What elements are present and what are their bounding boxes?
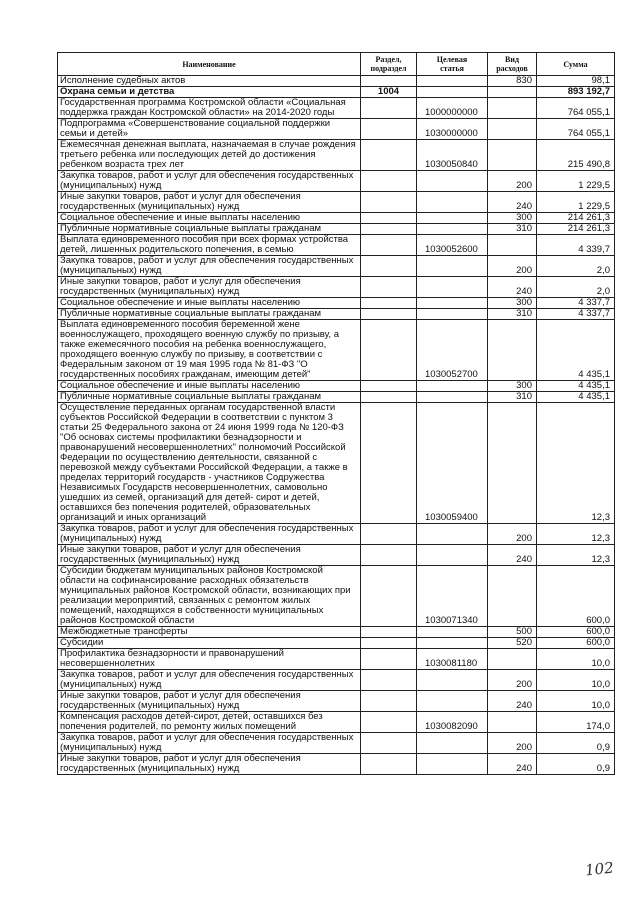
table-row [58, 754, 615, 775]
cell-name: Выплата единовременного пособия беременной жене военнослужащего, проходящего военную службу по призыву, а также ежемесячного пособия на ребенка военнослужащего, проходящего военную службу по призыву, в соответствии с Федеральным законом от 19 мая 1995 года № 81-ФЗ "О государственных пособиях гражданам, имеющим детей" [58, 320, 361, 381]
cell-section [361, 524, 417, 545]
cell-amount: 214 261,3 [537, 224, 615, 235]
cell-amount: 12,3 [537, 545, 615, 566]
cell-section [361, 638, 417, 649]
cell-name: Ежемесячная денежная выплата, назначаемая в случае рождения третьего ребенка или последующих детей до достижения ребенком возраста трех лет [58, 140, 361, 171]
cell-name: Субсидии [58, 638, 361, 649]
cell-target [417, 524, 488, 545]
cell-expense: 300 [488, 298, 537, 309]
cell-amount: 2,0 [537, 277, 615, 298]
cell-section [361, 140, 417, 171]
cell-target [417, 192, 488, 213]
cell-target: 1000000000 [417, 98, 488, 119]
cell-expense: 200 [488, 670, 537, 691]
cell-amount: 4 337,7 [537, 309, 615, 320]
header-name: Наименование [58, 53, 361, 76]
cell-target: 1030050840 [417, 140, 488, 171]
table-row [58, 213, 615, 224]
table-row [58, 309, 615, 320]
cell-section [361, 76, 417, 87]
cell-amount: 0,9 [537, 754, 615, 775]
cell-amount: 600,0 [537, 627, 615, 638]
cell-name: Иные закупки товаров, работ и услуг для обеспечения государственных (муниципальных) нужд [58, 691, 361, 712]
table-row [58, 256, 615, 277]
cell-expense: 240 [488, 545, 537, 566]
table-row [58, 545, 615, 566]
cell-amount: 1 229,5 [537, 192, 615, 213]
header-section: Раздел, подраздел [361, 53, 417, 76]
cell-target [417, 670, 488, 691]
cell-target [417, 224, 488, 235]
table-row [58, 403, 615, 524]
table-row [58, 320, 615, 381]
table-body [58, 76, 615, 775]
cell-section [361, 403, 417, 524]
table-row [58, 119, 615, 140]
cell-amount: 1 229,5 [537, 171, 615, 192]
cell-target [417, 754, 488, 775]
table-row [58, 76, 615, 87]
cell-section: 1004 [361, 87, 417, 98]
cell-section [361, 235, 417, 256]
cell-expense [488, 235, 537, 256]
cell-name: Иные закупки товаров, работ и услуг для обеспечения государственных (муниципальных) нужд [58, 545, 361, 566]
cell-expense: 240 [488, 192, 537, 213]
cell-name: Субсидии бюджетам муниципальных районов Костромской области на софинансирование расходных обязательств муниципальных районов Костромской области, возникающих при реализации мероприятий, связанных с ремонтом жилых помещений, находящихся в собственности муниципальных районов Костромской области [58, 566, 361, 627]
cell-expense: 310 [488, 392, 537, 403]
cell-amount: 4 435,1 [537, 392, 615, 403]
page-number: 102 [584, 858, 615, 880]
cell-expense [488, 87, 537, 98]
cell-section [361, 277, 417, 298]
cell-name: Подпрограмма «Совершенствование социальной поддержки семьи и детей» [58, 119, 361, 140]
table-row [58, 638, 615, 649]
cell-section [361, 670, 417, 691]
cell-expense [488, 403, 537, 524]
cell-name: Публичные нормативные социальные выплаты гражданам [58, 224, 361, 235]
cell-expense: 200 [488, 524, 537, 545]
cell-name: Профилактика безнадзорности и правонарушений несовершеннолетних [58, 649, 361, 670]
cell-amount: 12,3 [537, 403, 615, 524]
cell-amount: 2,0 [537, 256, 615, 277]
cell-name: Осуществление переданных органам государственной власти субъектов Российской Федерации в соответствии с пунктом 3 статьи 25 Федерального закона от 24 июня 1999 года № 120-ФЗ "Об основах системы профилактики безнадзорности и правонарушений несовершеннолетних" полномочий Российской Федерации по осуществлению деятельности, связанной с перевозкой между субъектами Российской Федерации, а также в пределах территорий государств - участников Содружества Независимых Государств несовершеннолетних, самовольно ушедших из семей, организаций для детей- сирот и детей, оставшихся без попечения родителей, образовательных организаций и иных организаций [58, 403, 361, 524]
cell-expense: 200 [488, 256, 537, 277]
cell-expense: 310 [488, 309, 537, 320]
cell-amount: 764 055,1 [537, 98, 615, 119]
cell-expense [488, 98, 537, 119]
cell-name: Межбюджетные трансферты [58, 627, 361, 638]
cell-amount: 4 435,1 [537, 381, 615, 392]
cell-target [417, 309, 488, 320]
cell-name: Закупка товаров, работ и услуг для обеспечения государственных (муниципальных) нужд [58, 171, 361, 192]
cell-name: Выплата единовременного пособия при всех формах устройства детей, лишенных родительского попечения, в семью [58, 235, 361, 256]
cell-name: Иные закупки товаров, работ и услуг для обеспечения государственных (муниципальных) нужд [58, 277, 361, 298]
cell-section [361, 171, 417, 192]
cell-target: 1030071340 [417, 566, 488, 627]
table-row [58, 691, 615, 712]
cell-section [361, 98, 417, 119]
cell-expense [488, 140, 537, 171]
cell-section [361, 545, 417, 566]
cell-section [361, 754, 417, 775]
cell-amount: 174,0 [537, 712, 615, 733]
table-row [58, 627, 615, 638]
table-row [58, 192, 615, 213]
cell-target [417, 171, 488, 192]
cell-section [361, 733, 417, 754]
table-row [58, 649, 615, 670]
cell-name: Публичные нормативные социальные выплаты гражданам [58, 392, 361, 403]
cell-expense: 200 [488, 733, 537, 754]
table-row [58, 87, 615, 98]
cell-expense: 500 [488, 627, 537, 638]
cell-name: Закупка товаров, работ и услуг для обеспечения государственных (муниципальных) нужд [58, 733, 361, 754]
table-row [58, 670, 615, 691]
cell-section [361, 119, 417, 140]
table-row [58, 712, 615, 733]
cell-section [361, 224, 417, 235]
cell-name: Публичные нормативные социальные выплаты гражданам [58, 309, 361, 320]
cell-target [417, 277, 488, 298]
cell-name: Закупка товаров, работ и услуг для обеспечения государственных (муниципальных) нужд [58, 670, 361, 691]
cell-amount: 12,3 [537, 524, 615, 545]
cell-name: Иные закупки товаров, работ и услуг для обеспечения государственных (муниципальных) нужд [58, 192, 361, 213]
cell-amount: 10,0 [537, 691, 615, 712]
cell-section [361, 309, 417, 320]
cell-amount: 4 435,1 [537, 320, 615, 381]
cell-expense [488, 119, 537, 140]
cell-target: 1030000000 [417, 119, 488, 140]
cell-target [417, 545, 488, 566]
table-row [58, 381, 615, 392]
cell-name: Компенсация расходов детей-сирот, детей, оставшихся без попечения родителей, по ремонту жилых помещений [58, 712, 361, 733]
cell-amount: 600,0 [537, 638, 615, 649]
cell-target [417, 298, 488, 309]
cell-amount: 215 490,8 [537, 140, 615, 171]
cell-name: Государственная программа Костромской области «Социальная поддержка граждан Костромской области» на 2014-2020 годы [58, 98, 361, 119]
cell-name: Закупка товаров, работ и услуг для обеспечения государственных (муниципальных) нужд [58, 256, 361, 277]
cell-target [417, 87, 488, 98]
cell-target [417, 381, 488, 392]
cell-amount: 214 261,3 [537, 213, 615, 224]
cell-expense: 830 [488, 76, 537, 87]
cell-target: 1030052600 [417, 235, 488, 256]
cell-expense: 240 [488, 754, 537, 775]
table-row [58, 277, 615, 298]
table-row [58, 524, 615, 545]
table-row [58, 98, 615, 119]
cell-target [417, 638, 488, 649]
cell-target [417, 691, 488, 712]
cell-expense: 240 [488, 691, 537, 712]
cell-section [361, 627, 417, 638]
cell-target: 1030052700 [417, 320, 488, 381]
cell-section [361, 213, 417, 224]
cell-target: 1030082090 [417, 712, 488, 733]
table-row [58, 298, 615, 309]
cell-expense: 200 [488, 171, 537, 192]
table-row [58, 392, 615, 403]
table-row [58, 224, 615, 235]
cell-expense [488, 712, 537, 733]
cell-amount: 764 055,1 [537, 119, 615, 140]
header-target: Целевая статья [417, 53, 488, 76]
cell-expense: 240 [488, 277, 537, 298]
cell-amount: 10,0 [537, 670, 615, 691]
cell-section [361, 381, 417, 392]
cell-target: 1030059400 [417, 403, 488, 524]
cell-amount: 0,9 [537, 733, 615, 754]
table-row [58, 235, 615, 256]
cell-name: Исполнение судебных актов [58, 76, 361, 87]
header-expense: Вид расходов [488, 53, 537, 76]
cell-target [417, 76, 488, 87]
cell-amount: 600,0 [537, 566, 615, 627]
cell-target [417, 213, 488, 224]
cell-section [361, 566, 417, 627]
cell-section [361, 392, 417, 403]
cell-expense [488, 566, 537, 627]
cell-section [361, 691, 417, 712]
cell-name: Иные закупки товаров, работ и услуг для обеспечения государственных (муниципальных) нужд [58, 754, 361, 775]
cell-section [361, 298, 417, 309]
cell-expense [488, 320, 537, 381]
cell-expense: 520 [488, 638, 537, 649]
cell-amount: 4 339,7 [537, 235, 615, 256]
cell-expense [488, 649, 537, 670]
cell-amount: 98,1 [537, 76, 615, 87]
header-amount: Сумма [537, 53, 615, 76]
table-row [58, 733, 615, 754]
cell-name: Охрана семьи и детства [58, 87, 361, 98]
cell-amount: 893 192,7 [537, 87, 615, 98]
cell-amount: 4 337,7 [537, 298, 615, 309]
cell-target: 1030081180 [417, 649, 488, 670]
header-row [58, 53, 615, 76]
table-row [58, 171, 615, 192]
cell-section [361, 712, 417, 733]
cell-name: Социальное обеспечение и иные выплаты населению [58, 298, 361, 309]
cell-expense: 300 [488, 381, 537, 392]
table-row [58, 566, 615, 627]
cell-section [361, 320, 417, 381]
cell-target [417, 392, 488, 403]
cell-section [361, 256, 417, 277]
budget-table [57, 52, 615, 775]
table-row [58, 140, 615, 171]
cell-name: Закупка товаров, работ и услуг для обеспечения государственных (муниципальных) нужд [58, 524, 361, 545]
cell-target [417, 256, 488, 277]
cell-target [417, 627, 488, 638]
cell-name: Социальное обеспечение и иные выплаты населению [58, 213, 361, 224]
cell-expense: 300 [488, 213, 537, 224]
cell-expense: 310 [488, 224, 537, 235]
cell-amount: 10,0 [537, 649, 615, 670]
cell-name: Социальное обеспечение и иные выплаты населению [58, 381, 361, 392]
cell-target [417, 733, 488, 754]
cell-section [361, 649, 417, 670]
cell-section [361, 192, 417, 213]
